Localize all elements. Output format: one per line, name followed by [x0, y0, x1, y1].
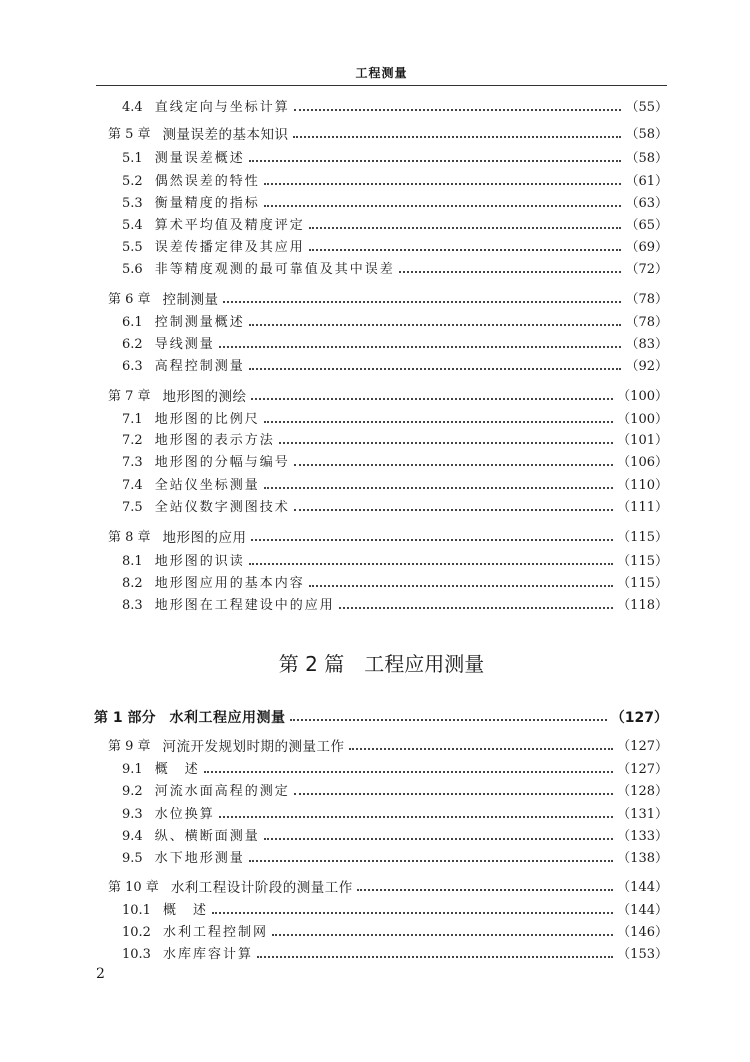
running-header: 工程测量: [355, 66, 408, 80]
dot-leader: [204, 771, 613, 773]
toc-page: （133）: [617, 829, 668, 844]
toc-page: （101）: [617, 433, 668, 448]
toc-page: （115）: [617, 530, 668, 545]
toc-number: 9.4: [122, 829, 143, 844]
dot-leader: [399, 271, 622, 273]
toc-entry-sub: [122, 172, 668, 192]
dot-leader: [349, 748, 614, 750]
toc-number: 9.1: [122, 762, 143, 777]
dot-leader: [223, 301, 622, 303]
toc-page: （106）: [617, 455, 668, 470]
toc-entry-sub: [122, 552, 668, 572]
toc-page: （144）: [617, 903, 668, 918]
toc-entry-chapter: [108, 878, 668, 898]
dot-leader: [251, 539, 614, 541]
toc-number: 第 5 章: [108, 127, 151, 142]
toc-number: 第 7 章: [108, 389, 151, 404]
dot-leader: [293, 136, 622, 138]
toc-title: 误差传播定律及其应用: [154, 240, 305, 255]
toc-title: 全站仪数字测图技术: [154, 500, 290, 515]
toc-number: 5.6: [122, 262, 143, 277]
dot-leader: [249, 860, 613, 862]
toc-number: 9.2: [122, 784, 143, 799]
toc-entry-sub: [122, 827, 668, 847]
toc-entry-sub: [122, 596, 668, 616]
toc-number: 7.1: [122, 412, 143, 427]
toc-number: 9.5: [122, 851, 143, 866]
dot-leader: [219, 816, 613, 818]
toc-entry-sub: [122, 216, 668, 236]
toc-number: 第 10 章: [108, 880, 159, 895]
dot-leader: [249, 160, 622, 162]
dot-leader: [279, 442, 613, 444]
dot-leader: [272, 934, 613, 936]
toc-number: 8.3: [122, 598, 143, 613]
toc-page: （144）: [617, 880, 668, 895]
toc-number: 6.1: [122, 315, 143, 330]
toc-page: （69）: [625, 240, 668, 255]
toc-entry-sub: [122, 760, 668, 780]
toc-number: 5.4: [122, 218, 143, 233]
toc-page: （138）: [617, 851, 668, 866]
toc-page: （92）: [625, 359, 668, 374]
dot-leader: [251, 398, 614, 400]
toc-title: 水位换算: [154, 807, 215, 822]
toc-page: （131）: [617, 807, 668, 822]
toc-title: 直线定向与坐标计算: [154, 100, 290, 115]
toc-entry-sub: [122, 335, 668, 355]
toc-number: 7.2: [122, 433, 143, 448]
toc-entry-sub: [122, 98, 668, 118]
toc-page: （115）: [617, 576, 668, 591]
dot-leader: [264, 183, 622, 185]
toc-entry-chapter: [108, 125, 668, 145]
toc-page: （78）: [625, 292, 668, 307]
dot-leader: [249, 324, 622, 326]
section-heading: 第 2 篇 工程应用测量: [278, 652, 485, 676]
dot-leader: [309, 249, 622, 251]
toc-number: 6.3: [122, 359, 143, 374]
toc-title: 非等精度观测的最可靠值及其中误差: [154, 262, 395, 277]
toc-page: （118）: [617, 598, 668, 613]
toc-entry-sub: [122, 945, 668, 965]
toc-title: 地形图应用的基本内容: [154, 576, 305, 591]
toc-title: 概 述: [162, 903, 208, 918]
toc-number: 7.3: [122, 455, 143, 470]
toc-number: 10.3: [122, 947, 151, 962]
toc-title: 高程控制测量: [154, 359, 245, 374]
dot-leader: [294, 509, 613, 511]
dot-leader: [339, 607, 613, 609]
toc-entry-chapter: [108, 737, 668, 757]
toc-title: 算术平均值及精度评定: [154, 218, 305, 233]
toc-entry-sub: [122, 357, 668, 377]
toc-title: 水利工程应用测量: [169, 710, 286, 726]
toc-title: 地形图的测绘: [162, 389, 247, 405]
toc-number: 5.2: [122, 174, 143, 189]
toc-page: （146）: [617, 925, 668, 940]
dot-leader: [249, 563, 613, 565]
toc-number: 5.1: [122, 151, 143, 166]
toc-title: 水库库容计算: [162, 947, 253, 962]
dot-leader: [249, 368, 622, 370]
toc-title: 水利工程控制网: [162, 925, 268, 940]
toc-page: （58）: [625, 151, 668, 166]
dot-leader: [309, 227, 622, 229]
toc-title: 控制测量概述: [154, 315, 245, 330]
toc-page: （127）: [617, 739, 668, 754]
toc-number: 9.3: [122, 807, 143, 822]
toc-number: 10.2: [122, 925, 151, 940]
toc-page: （83）: [625, 337, 668, 352]
dot-leader: [357, 889, 613, 891]
toc-page: （115）: [617, 554, 668, 569]
toc-entry-sub: [122, 194, 668, 214]
toc-title: 导线测量: [154, 337, 215, 352]
toc-entry-sub: [122, 431, 668, 451]
toc-title: 地形图在工程建设中的应用: [154, 598, 335, 613]
toc-page: （110）: [617, 478, 668, 493]
toc-number: 第 6 章: [108, 292, 151, 307]
toc-page: （58）: [625, 127, 668, 142]
toc-title: 水下地形测量: [154, 851, 245, 866]
toc-entry-sub: [122, 574, 668, 594]
dot-leader: [309, 585, 613, 587]
toc-page: （153）: [617, 947, 668, 962]
dot-leader: [219, 346, 622, 348]
toc-title: 地形图的分幅与编号: [154, 455, 290, 470]
dot-leader: [264, 838, 613, 840]
dot-leader: [257, 956, 613, 958]
toc-number: 8.1: [122, 554, 143, 569]
toc-entry-sub: [122, 260, 668, 280]
toc-number: 第 8 章: [108, 530, 151, 545]
toc-page: （63）: [625, 196, 668, 211]
toc-title: 测量误差的基本知识: [162, 127, 289, 143]
toc-number: 5.5: [122, 240, 143, 255]
toc-page: （61）: [625, 174, 668, 189]
toc-entry-chapter: [108, 290, 668, 310]
toc-page: （127）: [617, 762, 668, 777]
toc-number: 6.2: [122, 337, 143, 352]
dot-leader: [294, 793, 613, 795]
toc-title: 纵、横断面测量: [154, 829, 260, 844]
toc-title: 控制测量: [162, 292, 219, 308]
toc-number: 7.4: [122, 478, 143, 493]
toc-page: （100）: [617, 412, 668, 427]
toc-title: 测量误差概述: [154, 151, 245, 166]
toc-number: 8.2: [122, 576, 143, 591]
dot-leader: [264, 421, 613, 423]
toc-title: 衡量精度的指标: [154, 196, 260, 211]
toc-number: 4.4: [122, 100, 143, 115]
toc-entry-sub: [122, 313, 668, 333]
toc-page: （65）: [625, 218, 668, 233]
toc-entry-sub: [122, 498, 668, 518]
toc-entry-sub: [122, 805, 668, 825]
toc-number: 第 1 部分: [94, 710, 156, 726]
toc-entry-sub: [122, 782, 668, 802]
toc-entry-sub: [122, 476, 668, 496]
toc-page: （100）: [617, 389, 668, 404]
dot-leader: [212, 912, 613, 914]
toc-title: 水利工程设计阶段的测量工作: [170, 880, 353, 896]
dot-leader: [264, 205, 622, 207]
toc-title: 地形图的识读: [154, 554, 245, 569]
toc-title: 地形图的应用: [162, 530, 247, 546]
dot-leader: [264, 487, 613, 489]
toc-entry-sub: [122, 901, 668, 921]
toc-entry-sub: [122, 453, 668, 473]
toc-number: 5.3: [122, 196, 143, 211]
dot-leader: [294, 464, 613, 466]
toc-title: 概 述: [154, 762, 200, 777]
toc-page: （55）: [625, 100, 668, 115]
toc-number: 10.1: [122, 903, 151, 918]
toc-entry-chapter: [108, 528, 668, 548]
toc-number: 第 9 章: [108, 739, 151, 754]
page-number: 2: [96, 966, 105, 982]
dot-leader: [294, 109, 622, 111]
toc-entry-chapter: [108, 387, 668, 407]
toc-page: （127）: [610, 710, 668, 726]
toc-entry-sub: [122, 238, 668, 258]
toc-title: 河流开发规划时期的测量工作: [162, 739, 345, 755]
toc-entry-sub: [122, 149, 668, 169]
toc-entry-sub: [122, 923, 668, 943]
toc-title: 偶然误差的特性: [154, 174, 260, 189]
toc-entry-sub: [122, 410, 668, 430]
toc-page: （128）: [617, 784, 668, 799]
toc-title: 地形图的表示方法: [154, 433, 275, 448]
toc-entry-sub: [122, 849, 668, 869]
dot-leader: [290, 719, 607, 721]
toc-title: 地形图的比例尺: [154, 412, 260, 427]
toc-page: （78）: [625, 315, 668, 330]
toc-title: 河流水面高程的测定: [154, 784, 290, 799]
toc-entry-part: [94, 708, 668, 728]
toc-page: （111）: [617, 500, 668, 515]
header-rule: [96, 85, 667, 86]
toc-title: 全站仪坐标测量: [154, 478, 260, 493]
toc-number: 7.5: [122, 500, 143, 515]
toc-page: （72）: [625, 262, 668, 277]
